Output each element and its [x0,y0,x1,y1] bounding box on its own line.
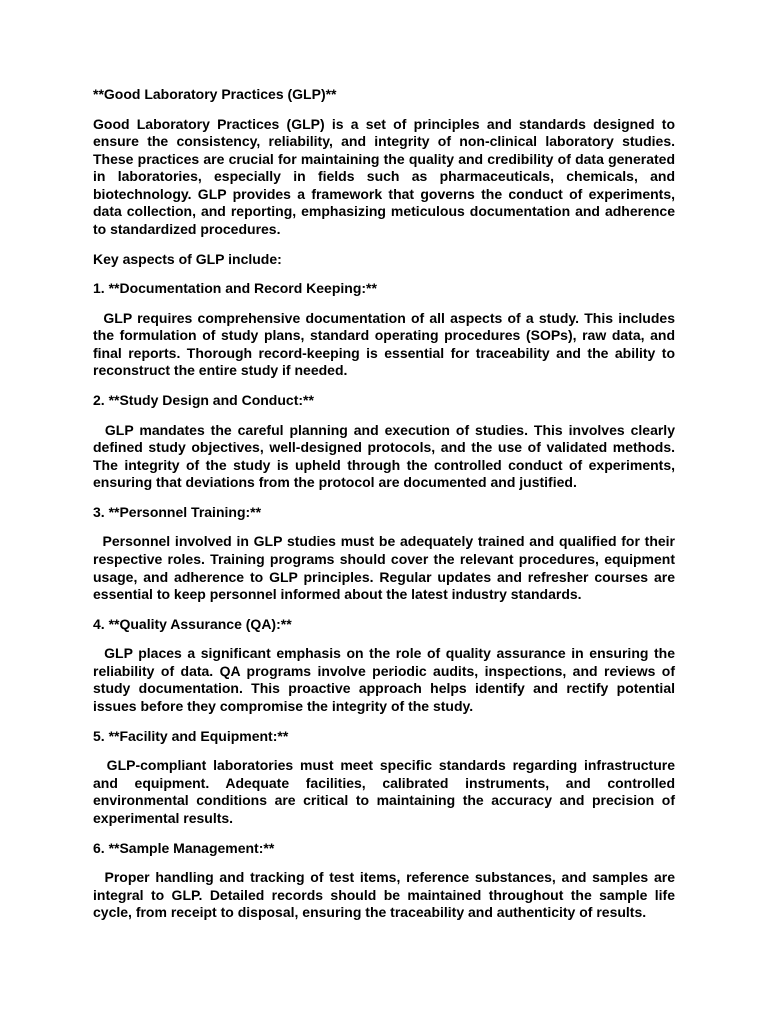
section-4 [93,616,675,716]
section-5 [93,728,675,828]
section-body: GLP requires comprehensive documentation of all aspects of a study. This includes the formulation of study plans, standard operating procedures (SOPs), raw data, and final reports. Thorough record-keeping is essential for traceability and the ability to reconstruct the entire study if needed. [93,309,675,379]
section-heading: 6. **Sample Management:** [93,839,275,856]
section-body: GLP mandates the careful planning and execution of studies. This involves clearly defined study objectives, well-designed protocols, and the use of validated methods. The integrity of the study is upheld through the controlled conduct of experiments, ensuring that deviations from the protocol are documented and justified. [93,421,675,491]
section-heading: 5. **Facility and Equipment:** [93,727,289,744]
section-1 [93,280,675,380]
section-2 [93,392,675,492]
section-heading: 2. **Study Design and Conduct:** [93,392,314,409]
section-body: GLP places a significant emphasis on the role of quality assurance in ensuring the reliability of data. QA programs involve periodic audits, inspections, and reviews of study documentation. This proactive approach helps identify and rectify potential issues before they compromise the integrity of the study. [93,645,675,715]
section-body: Proper handling and tracking of test items, reference substances, and samples are integral to GLP. Detailed records should be maintained throughout the sample life cycle, from receipt to disposal, ensuring the traceability and authenticity of results. [93,869,675,921]
section-heading: 4. **Quality Assurance (QA):** [93,615,292,632]
section-body: Personnel involved in GLP studies must be adequately trained and qualified for their respective roles. Training programs should cover the relevant procedures, equipment usage, and adherence to GLP principles. Regular updates and refresher courses are essential to keep personnel informed about the latest industry standards. [93,533,675,603]
key-aspects-label: Key aspects of GLP include: [93,250,282,267]
section-3 [93,504,675,604]
intro-paragraph: Good Laboratory Practices (GLP) is a set of principles and standards designed to ensure the consistency, reliability, and integrity of non-clinical laboratory studies. These practices are crucial for maintaining the quality and credibility of data generated in laboratories, especially in fields such as pharmaceuticals, chemicals, and biotechnology. GLP provides a framework that governs the conduct of experiments, data collection, and reporting, emphasizing meticulous documentation and adherence to standardized procedures. [93,115,675,238]
section-body: GLP-compliant laboratories must meet specific standards regarding infrastructure and equipment. Adequate facilities, calibrated instruments, and controlled environmental conditions are critical to maintaining the accuracy and precision of experimental results. [93,757,675,826]
section-6 [93,840,675,922]
document-title: **Good Laboratory Practices (GLP)** [93,86,337,102]
section-heading: 3. **Personnel Training:** [93,503,262,520]
section-heading: 1. **Documentation and Record Keeping:** [93,280,377,297]
